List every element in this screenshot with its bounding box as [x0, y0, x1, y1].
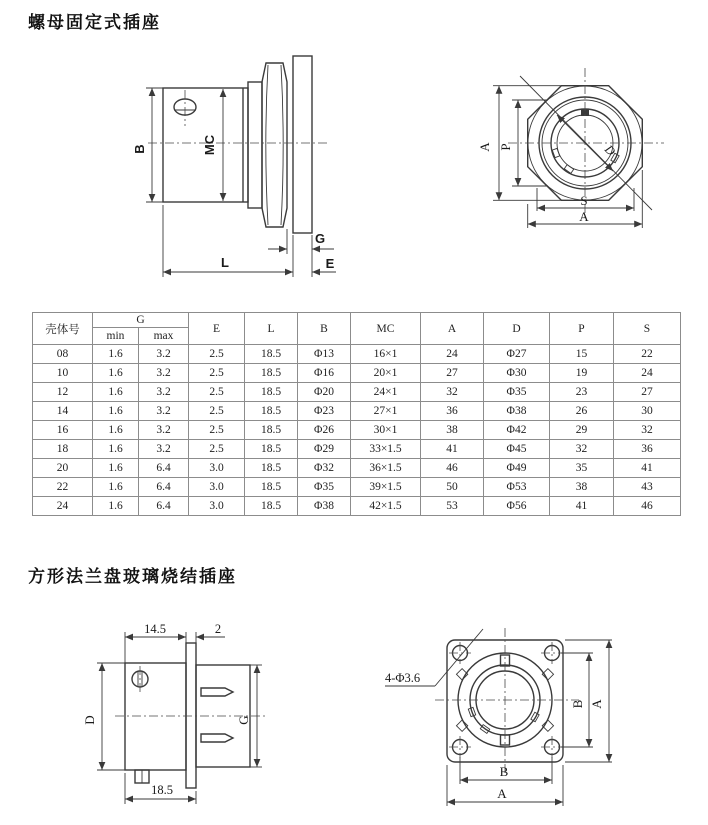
table-cell: 18.5	[245, 345, 298, 364]
table-cell: 6.4	[139, 497, 189, 516]
table-cell: 20	[33, 459, 93, 478]
table-cell: 27	[614, 383, 681, 402]
table-cell: Φ45	[484, 440, 550, 459]
col-header-b: B	[298, 313, 351, 345]
table-cell: Φ56	[484, 497, 550, 516]
col-header-d: D	[484, 313, 550, 345]
dim-label-18-5: 18.5	[151, 783, 173, 797]
table-row	[33, 497, 681, 516]
dim-label-g: G	[314, 231, 326, 246]
flange	[293, 56, 312, 233]
table-cell: 22	[614, 345, 681, 364]
table-cell: 18	[33, 440, 93, 459]
table-cell: 42×1.5	[351, 497, 421, 516]
table-cell: 2.5	[189, 364, 245, 383]
table-cell: 24	[33, 497, 93, 516]
table-cell: 1.6	[93, 440, 139, 459]
table-cell: 24×1	[351, 383, 421, 402]
col-header-e: E	[189, 313, 245, 345]
table-cell: Φ53	[484, 478, 550, 497]
table-cell: 18.5	[245, 459, 298, 478]
contact-pin	[201, 688, 233, 696]
header-row-1	[33, 313, 681, 328]
table-cell: 6.4	[139, 478, 189, 497]
table-cell: Φ38	[298, 497, 351, 516]
dim-label-d: D	[601, 142, 619, 159]
table-row	[33, 383, 681, 402]
table-cell: 3.2	[139, 440, 189, 459]
table-cell: 46	[614, 497, 681, 516]
dim-label-g: G	[236, 715, 251, 725]
table-cell: Φ35	[484, 383, 550, 402]
table-cell: 1.6	[93, 345, 139, 364]
table-cell: 3.2	[139, 402, 189, 421]
table-cell: 30×1	[351, 421, 421, 440]
table-cell: Φ42	[484, 421, 550, 440]
table-row	[33, 364, 681, 383]
col-header-p: P	[550, 313, 614, 345]
table-cell: 2.5	[189, 421, 245, 440]
table-cell: 18.5	[245, 383, 298, 402]
table-cell: 36×1.5	[351, 459, 421, 478]
table-cell: 32	[421, 383, 484, 402]
table-row	[33, 459, 681, 478]
table-cell: Φ13	[298, 345, 351, 364]
table-cell: 1.6	[93, 459, 139, 478]
hole-note: 4-Φ3.6	[385, 671, 421, 685]
dim-label-e: E	[325, 256, 335, 271]
table-cell: 20×1	[351, 364, 421, 383]
table-cell: 3.0	[189, 478, 245, 497]
table-cell: 38	[421, 421, 484, 440]
table-cell: 10	[33, 364, 93, 383]
table-cell: 27	[421, 364, 484, 383]
dim-label-b-bottom: B	[499, 764, 509, 779]
table-cell: Φ23	[298, 402, 351, 421]
table-cell: 18.5	[245, 402, 298, 421]
col-header-a: A	[421, 313, 484, 345]
table-cell: Φ20	[298, 383, 351, 402]
table-cell: 3.2	[139, 383, 189, 402]
table-cell: 24	[614, 364, 681, 383]
table-cell: Φ49	[484, 459, 550, 478]
table-cell: 53	[421, 497, 484, 516]
table-cell: 2.5	[189, 345, 245, 364]
dim-label-a-right: A	[589, 699, 604, 709]
table-row	[33, 402, 681, 421]
shell-body	[125, 663, 186, 770]
table-cell: 33×1.5	[351, 440, 421, 459]
table-cell: 46	[421, 459, 484, 478]
table-cell: 27×1	[351, 402, 421, 421]
table-cell: Φ38	[484, 402, 550, 421]
table-cell: 32	[550, 440, 614, 459]
table-cell: 22	[33, 478, 93, 497]
dim-label-mc: MC	[202, 134, 217, 156]
spec-table	[32, 312, 681, 516]
col-header-shell: 壳体号	[33, 313, 93, 345]
dim-label-a-bottom: A	[579, 209, 589, 224]
table-cell: 38	[550, 478, 614, 497]
table-cell: 32	[614, 421, 681, 440]
table-cell: 18.5	[245, 364, 298, 383]
table-cell: 16	[33, 421, 93, 440]
dim-label-b-right: B	[570, 699, 585, 709]
table-cell: 18.5	[245, 440, 298, 459]
table-cell: 08	[33, 345, 93, 364]
dim-label-14-5: 14.5	[144, 622, 166, 636]
col-header-l: L	[245, 313, 298, 345]
table-cell: 36	[614, 440, 681, 459]
table-cell: 2.5	[189, 383, 245, 402]
table-cell: 3.2	[139, 364, 189, 383]
table-cell: 41	[421, 440, 484, 459]
table-cell: Φ27	[484, 345, 550, 364]
section2-title: 方形法兰盘玻璃烧结插座	[28, 567, 237, 586]
table-cell: 50	[421, 478, 484, 497]
table-cell: 3.0	[189, 497, 245, 516]
table-cell: 18.5	[245, 497, 298, 516]
table-cell: 23	[550, 383, 614, 402]
table-row	[33, 478, 681, 497]
table-cell: 24	[421, 345, 484, 364]
table-cell: 2.5	[189, 402, 245, 421]
table-cell: 6.4	[139, 459, 189, 478]
table-cell: 39×1.5	[351, 478, 421, 497]
table-cell: Φ29	[298, 440, 351, 459]
table-cell: 35	[550, 459, 614, 478]
spec-table-body	[33, 345, 681, 516]
table-cell: 3.2	[139, 421, 189, 440]
section1-title: 螺母固定式插座	[28, 13, 161, 32]
table-cell: 1.6	[93, 497, 139, 516]
table-cell: 18.5	[245, 478, 298, 497]
table-cell: Φ35	[298, 478, 351, 497]
table-cell: 19	[550, 364, 614, 383]
table-cell: 3.0	[189, 459, 245, 478]
dim-label-a-left: A	[477, 142, 492, 152]
thread-barrel	[248, 82, 262, 208]
table-cell: 1.6	[93, 383, 139, 402]
table-cell: Φ16	[298, 364, 351, 383]
nut-socket-side-view	[90, 40, 355, 295]
table-cell: 14	[33, 402, 93, 421]
dim-label-a-bottom: A	[497, 786, 507, 801]
flange-socket-side-view	[55, 608, 300, 825]
table-cell: 16×1	[351, 345, 421, 364]
table-cell: 1.6	[93, 478, 139, 497]
table-cell: 26	[550, 402, 614, 421]
flange	[186, 643, 196, 788]
col-header-mc: MC	[351, 313, 421, 345]
table-cell: 30	[614, 402, 681, 421]
table-cell: 29	[550, 421, 614, 440]
table-cell: 1.6	[93, 421, 139, 440]
dim-label-l: L	[221, 255, 229, 270]
table-cell: Φ26	[298, 421, 351, 440]
contact-pin	[201, 734, 233, 742]
dim-label-p: P	[498, 143, 513, 151]
col-header-g-min: min	[93, 328, 139, 345]
table-cell: 15	[550, 345, 614, 364]
table-cell: 41	[550, 497, 614, 516]
dim-label-s: S	[580, 193, 588, 208]
col-header-s: S	[614, 313, 681, 345]
table-cell: Φ32	[298, 459, 351, 478]
nut-socket-front-view	[468, 52, 693, 252]
dim-label-2: 2	[214, 622, 222, 636]
table-cell: 1.6	[93, 402, 139, 421]
table-cell: Φ30	[484, 364, 550, 383]
col-header-g-max: max	[139, 328, 189, 345]
table-cell: 18.5	[245, 421, 298, 440]
dim-label-d: D	[82, 715, 97, 725]
col-header-g: G	[93, 313, 189, 328]
table-cell: 3.2	[139, 345, 189, 364]
table-cell: 36	[421, 402, 484, 421]
table-cell: 2.5	[189, 440, 245, 459]
table-cell: 43	[614, 478, 681, 497]
table-row	[33, 440, 681, 459]
dim-label-b: B	[132, 144, 147, 154]
table-row	[33, 345, 681, 364]
table-row	[33, 421, 681, 440]
table-cell: 1.6	[93, 364, 139, 383]
table-cell: 12	[33, 383, 93, 402]
table-cell: 41	[614, 459, 681, 478]
flange-socket-front-view	[383, 612, 638, 825]
